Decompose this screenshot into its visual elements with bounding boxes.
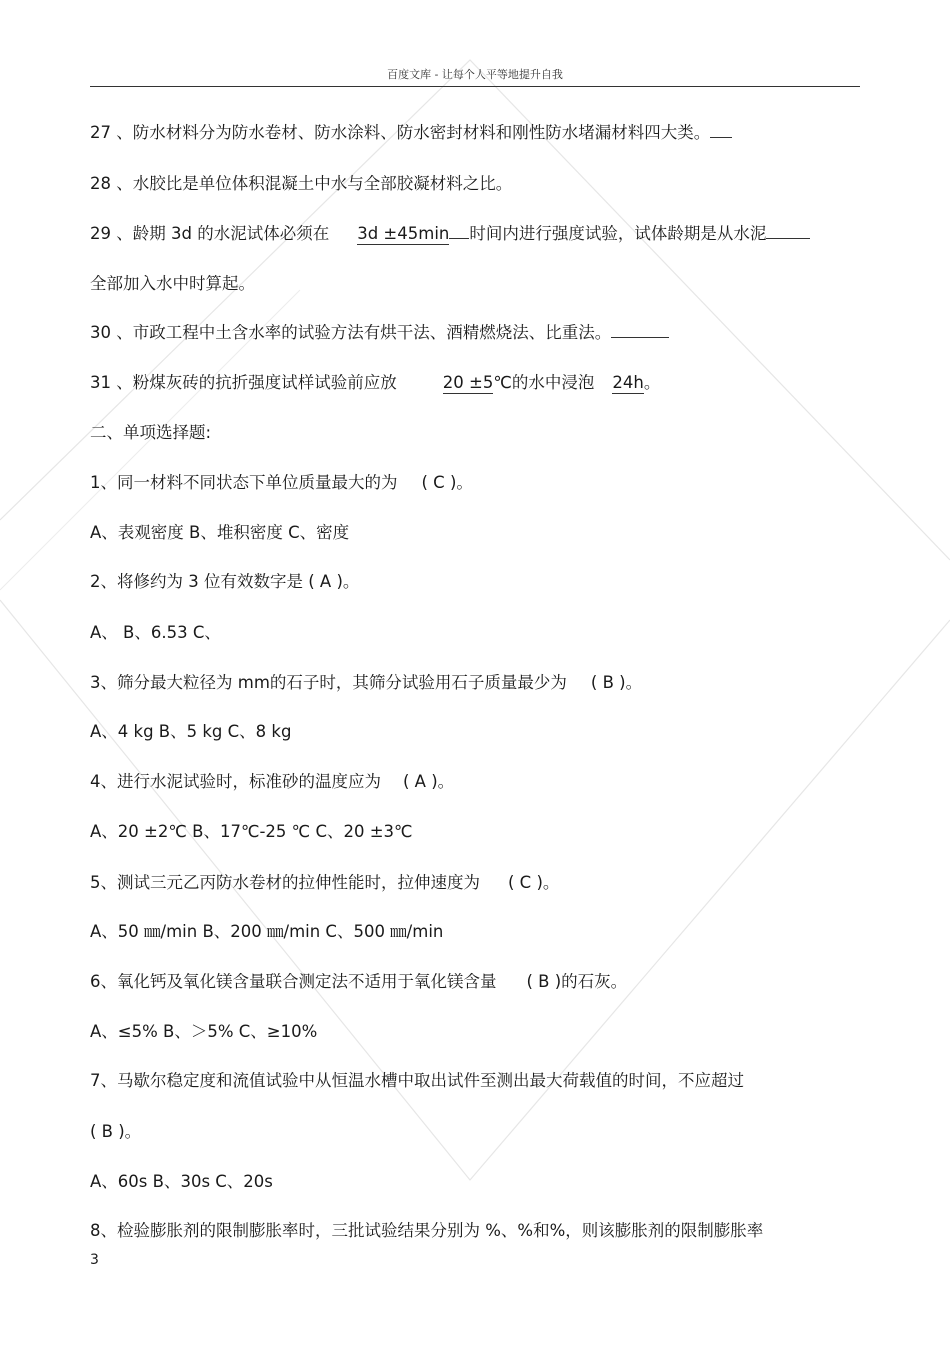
question-2: 2、将修约为 3 位有效数字是 ( A )。 — [90, 572, 360, 591]
header-rule — [90, 86, 860, 87]
options-2: A、 B、6.53 C、 — [90, 623, 221, 642]
question-5: 5、测试三元乙丙防水卷材的拉伸性能时，拉伸速度为 ( C )。 — [90, 873, 560, 892]
page-number: 3 — [90, 1252, 99, 1268]
line-29: 29 、龄期 3d 的水泥试体必须在 3d ±45min 时间内进行强度试验，试体龄期是从水泥 — [90, 224, 810, 244]
options-3: A、4 kg B、5 kg C、8 kg — [90, 722, 292, 741]
line-28: 28 、水胶比是单位体积混凝土中水与全部胶凝材料之比。 — [90, 174, 513, 193]
question-6: 6、氧化钙及氧化镁含量联合测定法不适用于氧化镁含量 ( B )的石灰。 — [90, 972, 628, 991]
line-27: 27 、防水材料分为防水卷材、防水涂料、防水密封材料和刚性防水堵漏材料四大类。 — [90, 123, 732, 143]
line-30: 30 、市政工程中土含水率的试验方法有烘干法、酒精燃烧法、比重法。 — [90, 323, 669, 343]
question-4: 4、进行水泥试验时，标准砂的温度应为 ( A )。 — [90, 772, 455, 791]
line-31: 31 、粉煤灰砖的抗折强度试样试验前应放 20 ±5℃的水中浸泡 24h。 — [90, 373, 661, 392]
question-7: 7、马歇尔稳定度和流值试验中从恒温水槽中取出试件至测出最大荷载值的时间，不应超过 — [90, 1071, 744, 1090]
section-heading: 二、单项选择题: — [90, 423, 212, 442]
options-1: A、表观密度 B、堆积密度 C、密度 — [90, 523, 350, 542]
options-7: A、60s B、30s C、20s — [90, 1172, 273, 1191]
options-6: A、≤5% B、＞5% C、≥10% — [90, 1022, 318, 1041]
options-5: A、50 ㎜/min B、200 ㎜/min C、500 ㎜/min — [90, 922, 444, 941]
question-7-cont: ( B )。 — [90, 1122, 142, 1141]
question-3: 3、筛分最大粒径为 mm的石子时，其筛分试验用石子质量最少为 ( B )。 — [90, 673, 643, 692]
question-8: 8、检验膨胀剂的限制膨胀率时，三批试验结果分别为 %、%和%，则该膨胀剂的限制膨胀率 — [90, 1221, 764, 1240]
page-header: 百度文库 - 让每个人平等地提升自我 — [387, 68, 563, 81]
question-1: 1、同一材料不同状态下单位质量最大的为 ( C )。 — [90, 473, 473, 492]
options-4: A、20 ±2℃ B、17℃-25 ℃ C、20 ±3℃ — [90, 822, 413, 841]
line-29-cont: 全部加入水中时算起。 — [90, 274, 255, 293]
